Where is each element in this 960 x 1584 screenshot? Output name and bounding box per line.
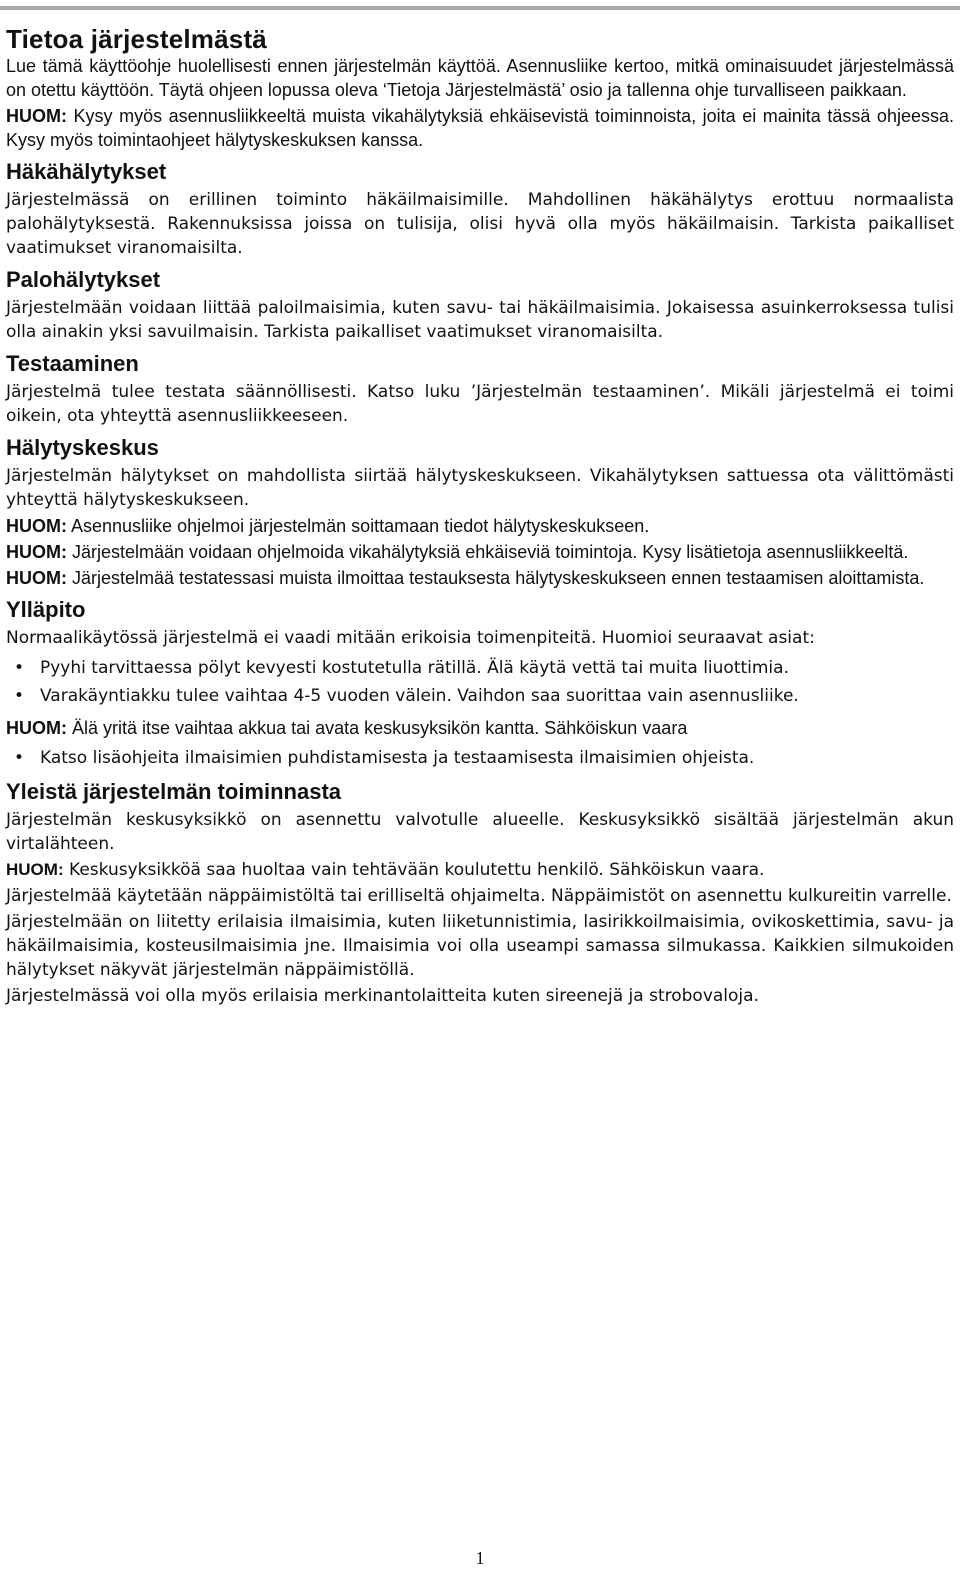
section-text-palohalytykset: Järjestelmään voidaan liittää paloilmaisimia, kuten savu- tai häkäilmaisimia. Jokaisessa asuinkerroksessa tulisi olla ainakin yksi savuilmaisin. Tarkista paikalliset vaatimukset viranomaisilta. (6, 298, 954, 342)
section-heading-hakahalytykset: Häkähälytykset (6, 159, 167, 184)
note-label: HUOM: (6, 106, 67, 126)
halytyskeskus-note-3 (6, 566, 954, 590)
page-title: Tietoa järjestelmästä (6, 24, 267, 54)
list-item-text: Katso lisäohjeita ilmaisimien puhdistamisesta ja testaamisesta ilmaisimien ohjeista. (40, 748, 755, 768)
section-heading-yllapito: Ylläpito (6, 597, 86, 622)
section-heading-halytyskeskus: Hälytyskeskus (6, 435, 159, 460)
section-text-halytyskeskus: Järjestelmän hälytykset on mahdollista siirtää hälytyskeskukseen. Vikahälytyksen sattuessa ota välittömästi yhteyttä hälytyskeskukseen. (6, 466, 954, 510)
page-number: 1 (475, 1548, 485, 1568)
section-text-yleista-2: Järjestelmää käytetään näppäimistöltä tai erilliseltä ohjaimelta. Näppäimistöt on asennettu kulkureitin varrelle. (6, 886, 952, 906)
list-item-text: Pyyhi tarvittaessa pölyt kevyesti kostutetulla rätillä. Älä käytä vettä tai muita liuottimia. (40, 658, 789, 678)
top-rule (0, 6, 960, 10)
note-label: HUOM: (6, 718, 67, 738)
yleista-note (6, 858, 954, 882)
section-heading-palohalytykset: Palohälytykset (6, 267, 161, 292)
note-label: HUOM: (6, 542, 67, 562)
note-text: Asennusliike ohjelmoi järjestelmän soittamaan tiedot hälytyskeskukseen. (67, 516, 650, 536)
section-text-testaaminen: Järjestelmä tulee testata säännöllisesti. Katso luku ’Järjestelmän testaaminen’. Mikäli järjestelmä ei toimi oikein, ota yhteyttä asennusliikkeeseen. (6, 382, 954, 426)
note-text: Kysy myös asennusliikkeeltä muista vikahälytyksiä ehkäisevistä toiminnoista, joita ei mainita tässä ohjeessa. Kysy myös toimintaohjeet hälytyskeskuksen kanssa. (6, 106, 954, 150)
section-text-yllapito: Normaalikäytössä järjestelmä ei vaadi mitään erikoisia toimenpiteitä. Huomioi seuraavat asiat: (6, 628, 815, 648)
note-label: HUOM: (6, 860, 64, 879)
yllapito-list (6, 654, 954, 710)
note-label: HUOM: (6, 568, 67, 588)
intro-note (6, 104, 954, 152)
note-label: HUOM: (6, 516, 67, 536)
note-text: Älä yritä itse vaihtaa akkua tai avata keskusyksikön kantta. Sähköiskun vaara (67, 718, 688, 738)
halytyskeskus-note-2 (6, 540, 954, 564)
section-text-yleista-1: Järjestelmän keskusyksikkö on asennettu valvotulle alueelle. Keskusyksikkö sisältää järjestelmän akun virtalähteen. (6, 810, 954, 854)
note-text: Keskusyksikköä saa huoltaa vain tehtävään koulutettu henkilö. Sähköiskun vaara. (63, 860, 765, 880)
note-text: Järjestelmään voidaan ohjelmoida vikahälytyksiä ehkäiseviä toimintoja. Kysy lisätietoja asennusliikkeeltä. (67, 542, 909, 562)
halytyskeskus-note-1 (6, 514, 954, 538)
document-page (6, 24, 954, 1010)
list-item (6, 744, 954, 772)
list-item (6, 654, 954, 682)
section-text-yleista-3: Järjestelmään on liitetty erilaisia ilmaisimia, kuten liiketunnistimia, lasirikkoilmaisimia, ovikoskettimia, savu- ja häkäilmaisimia, kosteusilmaisimia jne. Ilmaisimia voi olla useampi samassa silmukassa. Kaikkien silmukoiden hälytykset näkyvät järjestelmän näppäimistöllä. (6, 912, 954, 980)
bullet-icon: • (14, 658, 25, 678)
intro-paragraph: Lue tämä käyttöohje huolellisesti ennen järjestelmän käyttöä. Asennusliike kertoo, mitkä ominaisuudet järjestelmässä on otettu käyttöön. Täytä ohjeen lopussa oleva ‘Tietoja Järjestelmästä’ osio ja tallenna ohje turvalliseen paikkaan. (6, 56, 954, 100)
section-heading-testaaminen: Testaaminen (6, 351, 139, 376)
list-item-text: Varakäyntiakku tulee vaihtaa 4-5 vuoden välein. Vaihdon saa suorittaa vain asennusliike. (40, 686, 799, 706)
yllapito-list-2 (6, 744, 954, 772)
bullet-icon: • (14, 748, 25, 768)
yllapito-note (6, 716, 954, 740)
list-item (6, 682, 954, 710)
bullet-icon: • (14, 686, 25, 706)
section-text-yleista-4: Järjestelmässä voi olla myös erilaisia merkinantolaitteita kuten sireenejä ja strobovaloja. (6, 986, 759, 1006)
section-text-hakahalytykset: Järjestelmässä on erillinen toiminto häkäilmaisimille. Mahdollinen häkähälytys erottuu normaalista palohälytyksestä. Rakennuksissa joissa on tulisija, olisi hyvä olla myös häkäilmaisin. Tarkista paikalliset vaatimukset viranomaisilta. (6, 190, 954, 258)
note-text: Järjestelmää testatessasi muista ilmoittaa testauksesta hälytyskeskukseen ennen testaamisen aloittamista. (67, 568, 925, 588)
section-heading-yleista: Yleistä järjestelmän toiminnasta (6, 779, 342, 804)
